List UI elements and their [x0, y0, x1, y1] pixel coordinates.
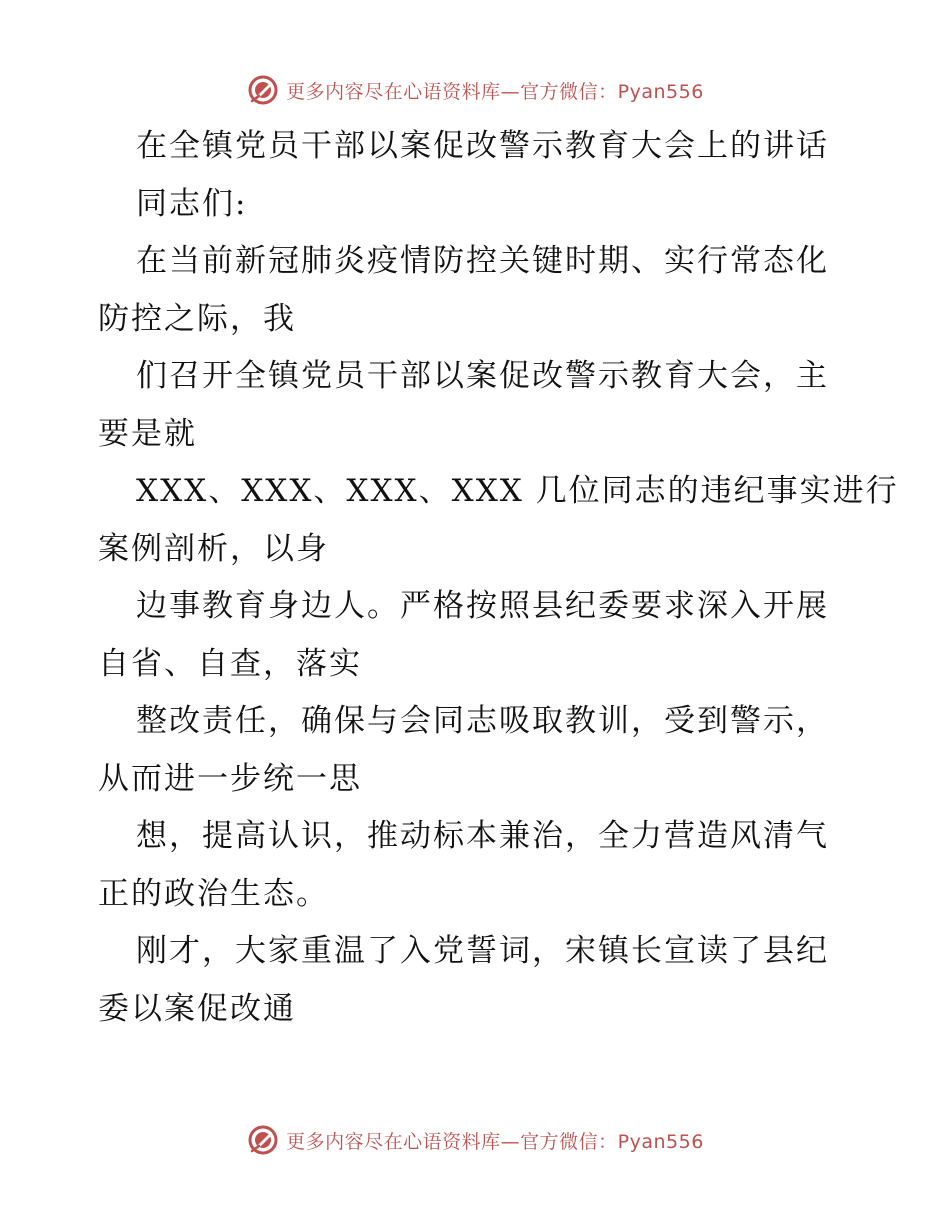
- text-line: 刚才，大家重温了入党誓词，宋镇长宣读了县纪: [136, 933, 829, 969]
- footer-watermark: [0, 1120, 950, 1160]
- document-body: [98, 118, 899, 1038]
- text-line: 要是就: [98, 415, 197, 452]
- watermark-text: 更多内容尽在心语资料库—官方微信：Pyan556: [286, 80, 704, 103]
- text-line: 正的政治生态。: [98, 875, 329, 912]
- text-line: 自省、自查，落实: [98, 645, 362, 682]
- pen-badge-icon: [246, 73, 280, 107]
- text-line: 们召开全镇党员干部以案促改警示教育大会，主: [136, 358, 829, 394]
- text-line: 想，提高认识，推动标本兼治，全力营造风清气: [136, 818, 829, 854]
- text-line: 防控之际，我: [98, 300, 296, 337]
- text-line: 案例剖析，以身: [98, 530, 329, 567]
- text-line: 委以案促改通: [98, 990, 296, 1027]
- text-line: 边事教育身边人。严格按照县纪委要求深入开展: [136, 588, 829, 624]
- text-line: 整改责任，确保与会同志吸取教训，受到警示，: [136, 703, 829, 739]
- header-watermark: [0, 70, 950, 110]
- watermark-text: 更多内容尽在心语资料库—官方微信：Pyan556: [286, 1130, 704, 1153]
- text-line: 在全镇党员干部以案促改警示教育大会上的讲话: [136, 128, 829, 164]
- text-line: 在当前新冠肺炎疫情防控关键时期、实行常态化: [136, 243, 829, 279]
- pen-badge-icon: [246, 1123, 280, 1157]
- text-line: XXX、XXX、XXX、XXX 几位同志的违纪事实进行: [136, 473, 899, 509]
- text-line: 从而进一步统一思: [98, 760, 362, 797]
- text-line: 同志们:: [136, 185, 248, 222]
